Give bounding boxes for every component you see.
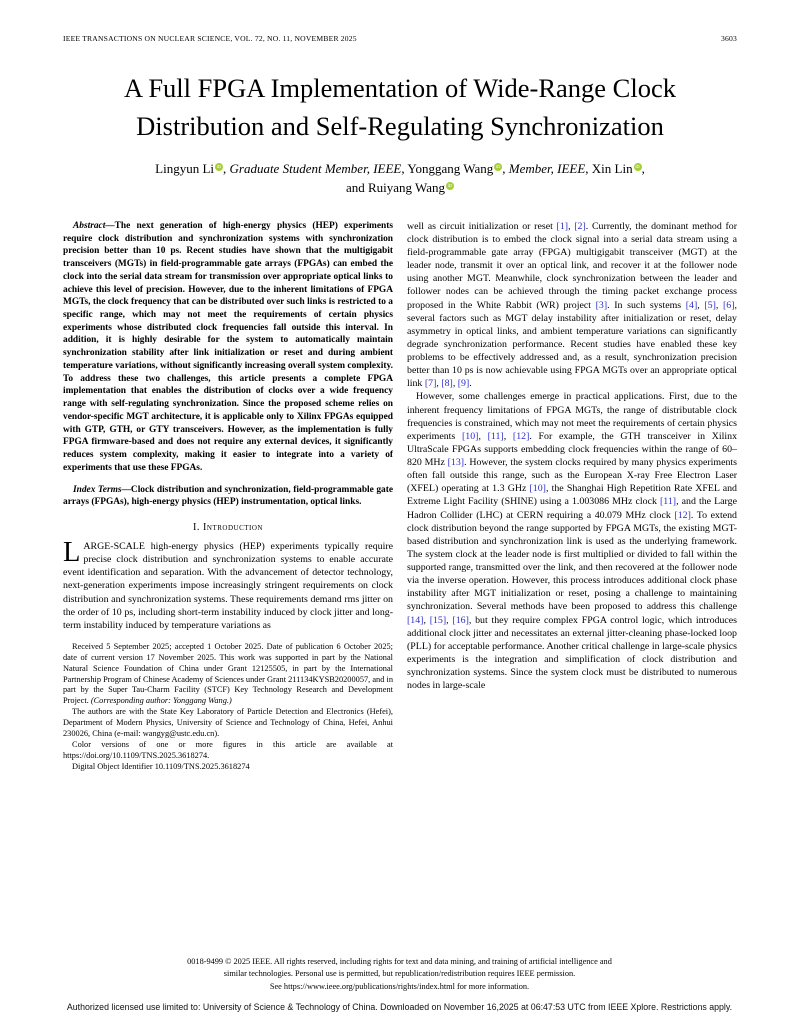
text-segment: Graduate Student Member, IEEE	[229, 160, 402, 176]
intro-paragraph-text: ARGE-SCALE high-energy physics (HEP) experiments typically require precise clock distribution and synchronization systems to enable accurate event identification and separation. With the advancement of detector technology, next-generation experiments impose increasingly stringent requirements on clock distribution and synchronization systems. These requirements demand rms jitter on the order of 10 ps, including short-term instability induced by clock jitter and long-term instability induced by temperature variations as	[63, 541, 393, 631]
text-segment: ,	[568, 220, 575, 232]
citation-link[interactable]: [6]	[723, 299, 735, 311]
text-segment: However, some challenges emerge in practical applications. First, due to the inherent frequency limitations of FPGA MGTs, the range of distributable clock frequencies is constrained, which may not meet the requirements of certain physics experiments	[407, 391, 737, 442]
text-segment: ,	[478, 430, 488, 442]
section-heading-introduction: I. Introduction	[193, 522, 263, 533]
text-segment: —The next generation of high-energy physics (HEP) experiments require clock distribution and synchronization systems with synchronization precision better than 10 ps. Recent studies have shown that the multigigabit transceivers (MGTs) in field-programmable gate arrays (FPGAs) can embed the clock into the serial data stream for transmission over appropriate optical links to achieve this level of precision. However, due to the inherent limitations of FPGA MGTs, the clock frequency that can be distributed over such links is restricted to a specific range, which may not meet the requirements of certain physics experiments whose distributed clock frequencies fall outside this interval. In addition, it is highly desirable for the system to automatically maintain synchronization stability after link initialization or reset and during ambient temperature variations, without significantly increasing overall system complexity. To address these two challenges, this article presents a complete FPGA implementation that enables the distribution of clocks over a wide frequency range with self-regulating synchronization. Since the proposed scheme relies on vendor-specific MGT architecture, it is applicable only to Xilinx FPGAs equipped with GTP, GTH, or GTY transceivers. However, as the implementation is fully FPGA firmware-based and does not require any external devices, it significantly reduces system complexity, making it easier to integrate into a variety of experiments that use these FPGAs.	[63, 220, 393, 473]
copyright-footer	[0, 956, 799, 993]
paper-title-line1: A Full FPGA Implementation of Wide-Range Clock	[124, 73, 676, 103]
text-segment: —Clock distribution and synchronization, field-programmable gate arrays (FPGAs), high-energy physics (HEP) instrumentation, optical links.	[63, 484, 393, 508]
intro-paragraph	[63, 537, 393, 632]
body-paragraph	[407, 220, 737, 391]
two-column-body	[63, 220, 737, 773]
index-terms	[63, 484, 393, 509]
text-segment: .	[469, 378, 472, 390]
text-segment: Received 5 September 2025; accepted 1 October 2025. Date of publication 6 October 2025; date of current version 17 November 2025. This work was supported in part by the National Natural Science Foundation of China under Grant 12125505, in part by the International Partnership Program of Chinese Academy of Sciences under Grant 211134KYSB20200057, and in part by the Super Tau-Charm Facility (STCF) Key Technology Research and Development Project.	[63, 641, 393, 706]
citation-link[interactable]: [11]	[487, 430, 504, 442]
citation-link[interactable]: [16]	[452, 614, 469, 626]
text-segment: . However, the system clocks required by many physics experiments often fall outside this range, such as the European X-ray Free Electron Laser (XFEL) operating at 1.3 GHz	[407, 457, 738, 495]
text-segment: . Currently, the dominant method for clock distribution is to embed the clock signal into a serial data stream using a field-programmable gate array (FPGA) multigigabit transceiver (MGT) at the leader node, transmit it over an optical link, and recover it at the follower node using another MGT. Meanwhile, clock synchronization between the leader and follower nodes can be achieved through the timing packet exchange process proposed in the White Rabbit (WR) project	[407, 220, 737, 311]
footnote-doi: Digital Object Identifier 10.1109/TNS.2025.3618274	[72, 761, 250, 771]
copyright-line2: similar technologies. Personal use is permitted, but republication/redistribution requires IEEE permission.	[223, 969, 576, 979]
text-segment: and Ruiyang Wang	[345, 180, 446, 196]
text-segment: ,	[223, 160, 230, 176]
text-segment: , Yonggang Wang	[401, 160, 494, 176]
citation-link[interactable]: [14]	[407, 614, 424, 626]
citation-link[interactable]: [12]	[512, 430, 530, 442]
footnote-affiliation: The authors are with the State Key Laboratory of Particle Detection and Electronics (Hefei), Department of Modern Physics, University of Science and Technology of China, Hefei, Anhui 230026, China (e-mail: wangyg@ustc.edu.cn).	[63, 707, 393, 738]
text-segment: Member, IEEE	[508, 160, 586, 176]
text-segment: . In such systems	[607, 299, 686, 311]
license-notice: Authorized licensed use limited to: University of Science & Technology of China. Downloaded on November 16,2025 at 06:47:53 UTC from IEEE Xplore. Restrictions apply.	[66, 1002, 733, 1012]
text-segment: . To extend clock distribution beyond the range supported by FPGA MGTs, the existing MGT-based distribution and synchronization link is used as the underlying framework. The system clock at the leader node is first multiplied or divided to fall within the supported range, transmitted over the link, and then recovered at the follower node via the inverse operation. However, this process introduces additional clock phase instability after MGT initialization or reset, posing a challenge to maintaining synchronization. Several methods have been proposed to address this challenge	[407, 509, 737, 613]
page-number: 3603	[721, 34, 737, 43]
text-segment: , and the Large Hadron Collider (LHC) at CERN requiring a 40.079 MHz clock	[407, 496, 737, 521]
text-segment: ,	[502, 160, 509, 176]
citation-link[interactable]: [11]	[659, 496, 677, 508]
text-segment: Abstract	[73, 220, 106, 231]
text-segment: Lingyun Li	[155, 160, 214, 176]
citation-link[interactable]: [9]	[457, 378, 470, 390]
text-segment: well as circuit initialization or reset	[407, 220, 557, 232]
text-segment: ,	[423, 614, 430, 626]
journal-header: IEEE TRANSACTIONS ON NUCLEAR SCIENCE, VOL. 72, NO. 11, NOVEMBER 2025	[63, 34, 357, 43]
orcid-icon[interactable]: iD	[635, 163, 640, 169]
author-line-1	[63, 159, 737, 179]
text-segment: (Corresponding author: Yonggang Wang.)	[90, 696, 232, 706]
text-segment: ,	[446, 614, 453, 626]
text-segment: ,	[503, 430, 513, 442]
text-segment: Index Terms	[73, 484, 122, 495]
body-paragraph	[407, 390, 737, 692]
text-segment: ,	[715, 299, 724, 311]
paper-title	[63, 69, 737, 146]
right-column	[407, 220, 737, 773]
text-segment: . For example, the GTH transceiver in Xilinx UltraScale FPGAs supports embedding clock frequencies within the range of 60–820 MHz	[407, 430, 738, 469]
text-segment: ,	[641, 160, 645, 176]
citation-link[interactable]: [2]	[574, 220, 586, 232]
orcid-icon[interactable]: iD	[216, 163, 222, 169]
text-segment: ,	[452, 378, 458, 390]
paper-title-line2: Distribution and Self-Regulating Synchronization	[136, 111, 664, 142]
citation-link[interactable]: [12]	[674, 509, 691, 521]
citation-link[interactable]: [10]	[529, 483, 546, 495]
orcid-icon[interactable]: iD	[496, 163, 501, 169]
text-segment: , several factors such as MGT delay instability after initialization or reset, delay asymmetry in optical links, and ambient temperature variations can significantly degrade synchronization performance. Recent studies have enabled these key problems to be effectively addressed and, as a result, synchronization precision better than 10 ps is now achievable using FPGA MGTs over an appropriate optical link	[407, 299, 737, 390]
text-segment: ,	[436, 378, 442, 390]
abstract	[63, 220, 393, 475]
citation-link[interactable]: [8]	[441, 378, 453, 390]
text-segment: ,	[697, 299, 705, 311]
citation-link[interactable]: [4]	[685, 299, 698, 311]
citation-link[interactable]: [10]	[461, 430, 479, 442]
drop-cap: L	[63, 537, 81, 568]
citation-link[interactable]: [1]	[556, 220, 569, 232]
running-head	[63, 34, 737, 43]
copyright-line3: See https://www.ieee.org/publications/rights/index.html for more information.	[269, 981, 530, 991]
citation-link[interactable]: [13]	[447, 457, 465, 469]
citation-link[interactable]: [15]	[429, 614, 447, 626]
citation-link[interactable]: [7]	[424, 378, 437, 390]
left-column	[63, 220, 393, 773]
footnote-received	[63, 642, 393, 707]
footnote-color-versions: Color versions of one or more figures in this article are available at https://doi.org/10.1109/TNS.2025.3618274.	[63, 739, 393, 760]
text-segment: , the Shanghai High Repetition Rate XFEL and Extreme Light Facility (SHINE) using a 1.003086 MHz clock	[407, 483, 737, 508]
author-line-2	[63, 178, 737, 198]
text-segment: , but they require complex FPGA control logic, which introduces additional clock jitter and necessitates an external jitter-cleaning phase-locked loop (PLL) for acceptable performance. Another critical challenge in large-scale physics experiments is the integration and simplification of clock distribution and synchronization systems. Since the system clock must be distributed to numerous nodes in large-scale	[407, 614, 738, 692]
first-page-footnote	[63, 642, 393, 773]
citation-link[interactable]: [5]	[704, 299, 716, 311]
text-segment: , Xin Lin	[585, 160, 633, 176]
copyright-line1: 0018-9499 © 2025 IEEE. All rights reserved, including rights for text and data mining, and training of artificial intelligence and	[187, 957, 612, 967]
citation-link[interactable]: [3]	[595, 299, 608, 311]
orcid-icon[interactable]: iD	[447, 183, 453, 189]
